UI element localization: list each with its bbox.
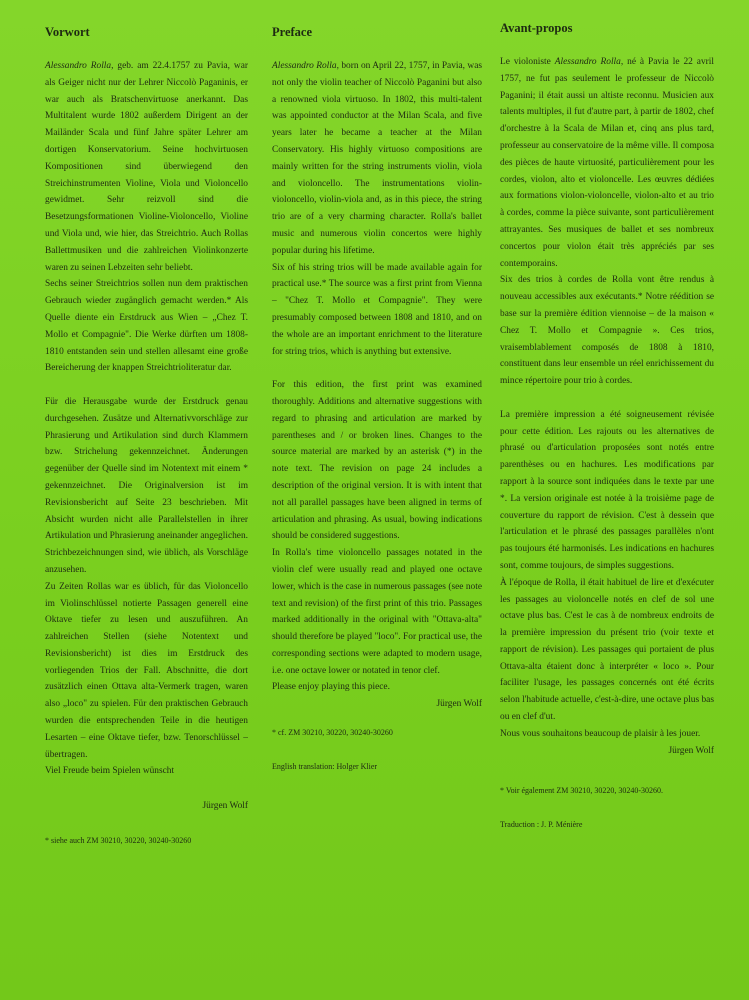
paragraph-2: Six of his string trios will be made available again for practical use.* The source was a first print from Vienna – "Chez T. Mollo et Compagnie". They were presumably composed between 1808 and 1810, and on the whole are an important enrichment to the literature for string trios, which is anything but extensive. [272, 262, 482, 357]
composer-name: Alessandro Rolla, [272, 61, 339, 71]
paragraph-1-text: born on April 22, 1757, in Pavia, was not only the violin teacher of Niccolò Paganini but also a renowned viola virtuoso. In 1802, this multi-talent was appointed conductor at the Milan Scala, and five years later he became a teacher at the Milan Conservatory. His highly virtuoso compositions are mainly written for the string instruments violin, viola and violoncello. The instrumentations violin-violoncello, violin-viola and, as in this piece, the string trio are of a very charming character. Rolla's ballet music and numerous violin concertos were highly popular during his lifetime. [272, 61, 482, 256]
paragraph-1-text: né à Pavia le 22 avril 1757, ne fut pas seulement le professeur de Niccolò Paganini; il était aussi un altiste reconnu. Musicien aux talents multiples, il fut d'autre part, à partir de 1802, chef d'orchestre à la Scala de Milan et, cinq ans plus tard, professeur au conservatoire de la même ville. Il composa des pièces de haute virtuosité, particulièrement pour les cordes, violon, alto et violoncelle. Les œuvres dédiées aux formations violon-violoncelle, violon-alto et au trio à cordes, comme la pièce suivante, sont particulièrement attrayantes. Ses musiques de ballet et ses nombreux concertos pour violon était très appréciés par ses contemporains. [500, 57, 714, 269]
paragraph-5: Please enjoy playing this piece. [272, 682, 390, 693]
composer-name: Alessandro Rolla, [554, 57, 624, 67]
paragraph-1 [45, 58, 248, 276]
paragraph-3: For this edition, the first print was examined thoroughly. Additions and alternative suggestions with regard to phrasing and articulation are marked by parentheses and / or broken lines. Changes to the source material are marked by an asterisk (*) in the note text. The revision on page 24 includes a description of the original version. It is with intent that not all parallel passages have been aligned in terms of articulation and phrasing. As usual, bowing indications should be considered suggestions. [272, 380, 482, 542]
paragraph-4: À l'époque de Rolla, il était habituel de lire et d'exécuter les passages au violoncelle notés en clef de sol une octave plus bas. C'est le cas à de nombreux endroits de la première impression du présent trio (voir texte et rapport de révision). Les passages qui portaient de plus Ottava-alta étaient donc à interpréter « loco ». Pour faciliter l'usage, les passages concernés ont été écrits selon l'habitude actuelle, c'est-à-dire, une octave plus bas ou en clef d'ut. [500, 577, 714, 723]
translator-credit: English translation: Holger Klier [272, 762, 378, 772]
paragraph-1-text: geb. am 22.4.1757 zu Pavia, war als Geiger nicht nur der Lehrer Niccolò Paganinis, er war auch als Bratschenvirtuose anerkannt. Das Multitalent wurde 1802 außerdem Dirigent an der Mailänder Scala und fünf Jahre später Lehrer am dortigen Konservatorium. Seine hochvirtuosen Kompositionen sind überwiegend den Streichinstrumenten Violine, Viola und Violoncello gewidmet. Sehr reizvoll sind die Besetzungsformationen Violine-Violoncello, Violine und Viola und, wie hier, das Streichtrio. Auch Rollas Ballettmusiken und die zahlreichen Violinkonzerte waren zu seinen Lebzeiten sehr beliebt. [45, 61, 248, 273]
paragraph-2: Six des trios à cordes de Rolla vont être rendus à nouveau accessibles aux exécutants.* Notre réédition se base sur la première édition viennoise – de la maison « Chez T. Mollo et Compagnie ». Ces trios, vraisemblablement composés de 1808 à 1810, constituent dans leur ensemble un réel enrichissement du mince répertoire pour trio à cordes. [500, 275, 714, 387]
paragraph-5: Viel Freude beim Spielen wünscht [45, 766, 175, 777]
footnote: * Voir également ZM 30210, 30220, 30240-30260. [500, 786, 664, 796]
signature: Jürgen Wolf [436, 699, 482, 710]
column-german [45, 24, 248, 847]
column-french [500, 20, 714, 831]
paragraph-1 [272, 58, 482, 260]
paragraph-1-lead: Le violoniste [500, 57, 555, 67]
paragraph-5: Nous vous souhaitons beaucoup de plaisir à les jouer. [500, 728, 701, 739]
paragraph-4: In Rolla's time violoncello passages notated in the violin clef were usually read and played one octave lower, which is the case in numerous passages (see note text and revision) of the first print of this trio. Passages marked additionally in the original with "Ottava-alta" should therefore be played "loco". For practical use, the corresponding sections were adapted to modern usage, i.e. one octave lower or notated in tenor clef. [272, 548, 482, 676]
heading-vorwort: Vorwort [45, 25, 90, 39]
column-english [272, 24, 482, 773]
footnote: * siehe auch ZM 30210, 30220, 30240-30260 [45, 836, 192, 846]
signature: Jürgen Wolf [202, 801, 248, 812]
paragraph-1 [500, 54, 714, 272]
paragraph-3: Für die Herausgabe wurde der Erstdruck genau durchgesehen. Zusätze und Alternativvorschläge zur Phrasierung und Artikulation sind durch Klammern bzw. Strichelung gekennzeichnet. Änderungen gegenüber der Quelle sind im Notentext mit einem * gekennzeichnet. Die Originalversion ist im Revisionsbericht auf Seite 23 beschrieben. Mit Absicht wurden nicht alle Parallelstellen in ihrer Artikulation und Phrasierung aneinander angeglichen. Strichbezeichnungen sind, wie üblich, als Vorschläge anzusehen. [45, 396, 248, 575]
heading-avant-propos: Avant-propos [500, 21, 573, 35]
heading-preface: Preface [272, 25, 313, 39]
footnote: * cf. ZM 30210, 30220, 30240-30260 [272, 728, 393, 738]
translator-credit: Traduction : J. P. Ménière [500, 820, 583, 830]
composer-name: Alessandro Rolla, [45, 61, 114, 71]
paragraph-2: Sechs seiner Streichtrios sollen nun dem praktischen Gebrauch wieder zugänglich gemacht werden.* Als Quelle diente ein Erstdruck aus Wien – „Chez T. Mollo et Compagnie". Die Werke dürften um 1808-1810 entstanden sein und stellen allesamt eine große Bereicherung der knappen Streichtrioliteratur dar. [45, 279, 248, 374]
paragraph-3: La première impression a été soigneusement révisée pour cette édition. Les rajouts ou les alternatives de phrasé ou d'articulation proposées sont notés entre parenthèses ou en hachures. Les modifications par rapport à la source sont indiquées dans le texte par une *. La version originale est notée à la troisième page de couverture du rapport de révision. C'est à dessein que l'articulation et le phrasé des passages parallèles n'ont pas toujours été harmonisés. Les indications en hachures sont, comme toujours, de simples suggestions. [500, 409, 714, 571]
signature: Jürgen Wolf [668, 745, 714, 756]
paragraph-4: Zu Zeiten Rollas war es üblich, für das Violoncello im Violinschlüssel notierte Passagen generell eine Oktave tiefer zu lesen und auszuführen. An zahlreichen Stellen (siehe Notentext und Revisionsbericht) ist dies im Erstdruck des vorliegenden Trios der Fall. Abschnitte, die dort zusätzlich einen Ottava alta-Vermerk tragen, waren also „loco" zu spielen. Für den praktischen Gebrauch wurden die entsprechenden Teile in die heutigen Lesarten – eine Oktave tiefer, bzw. Tenorschlüssel – übertragen. [45, 581, 248, 760]
